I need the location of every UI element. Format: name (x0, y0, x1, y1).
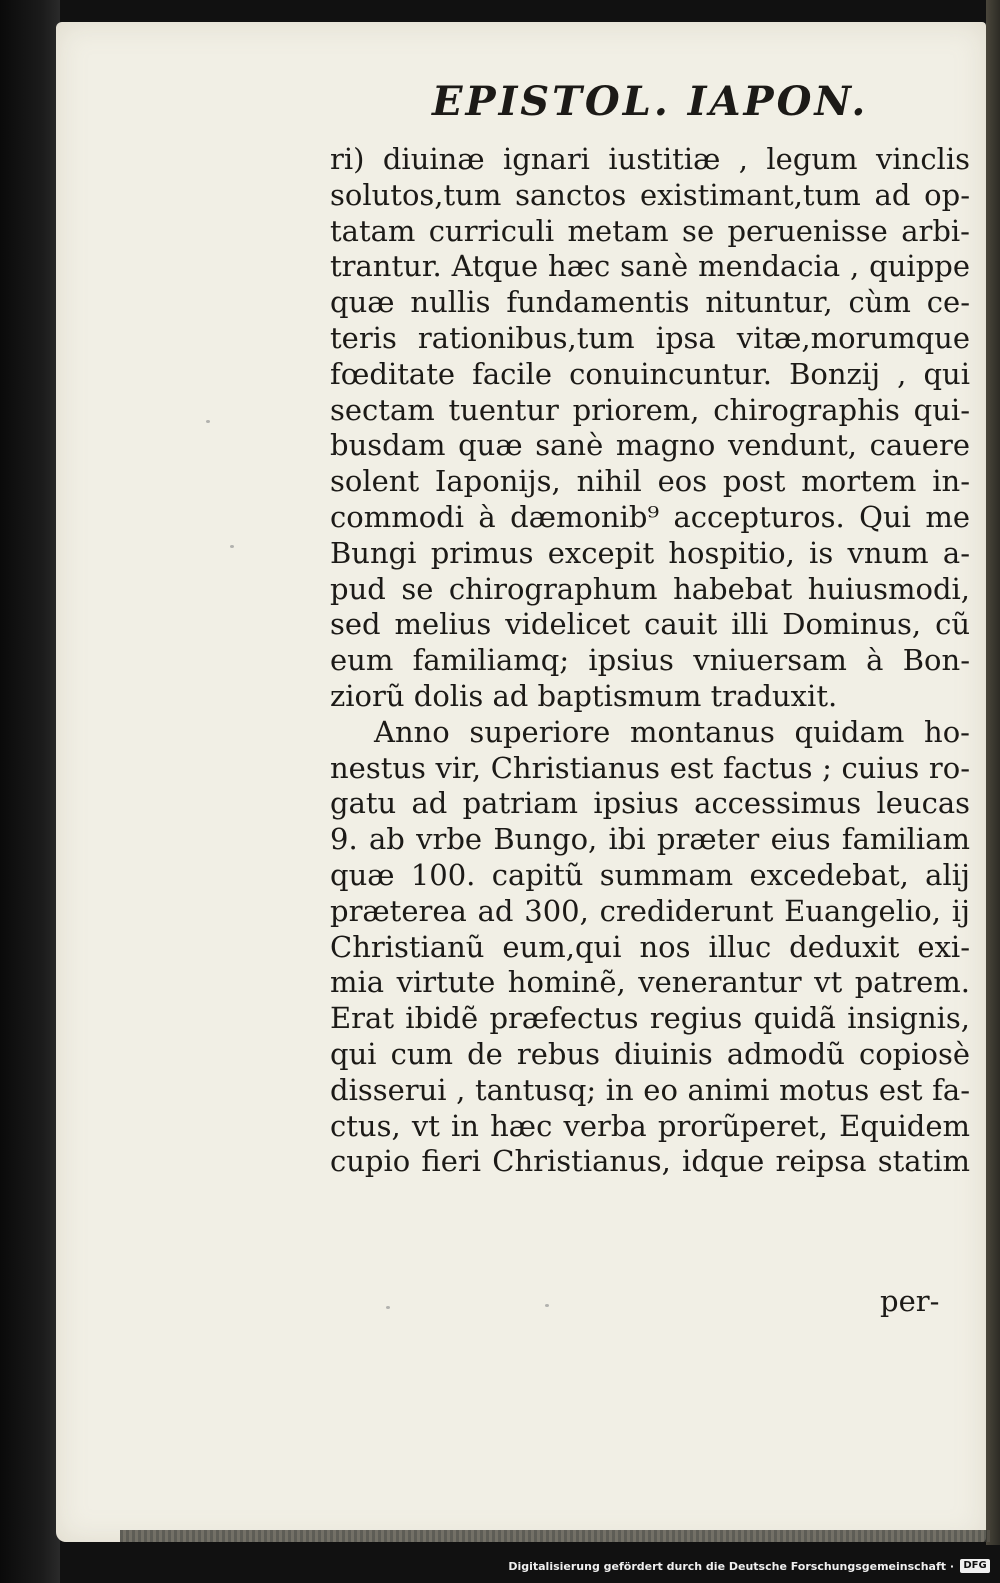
text-line: solutos,tum sanctos existimant,tum ad op- (330, 177, 970, 212)
text-line: quæ 100. capitũ summam excedebat, alij (330, 857, 970, 892)
body-text (330, 142, 970, 1180)
text-line: busdam quæ sanè magno vendunt, cauere (330, 428, 970, 463)
running-head: EPISTOL. IAPON. (432, 78, 869, 125)
paper-speck (230, 545, 234, 548)
text-line: gatu ad patriam ipsius accessimus leucas (330, 786, 970, 821)
book-spine-right (986, 0, 1000, 1545)
text-line: tatam curriculi metam se peruenisse arbi- (330, 213, 970, 248)
text-line: qui cum de rebus diuinis admodũ copiosè (330, 1036, 970, 1071)
text-line: sectam tuentur priorem, chirographis qui- (330, 392, 970, 427)
text-line: trantur. Atque hæc sanè mendacia , quippe (330, 249, 970, 284)
text-line: fœditate facile conuincuntur. Bonzij , qui (330, 356, 970, 391)
text-line: 9. ab vrbe Bungo, ibi præter eius familiam (330, 822, 970, 857)
text-line: præterea ad 300, crediderunt Euangelio, ij (330, 893, 970, 928)
dfg-logo: DFG (960, 1559, 990, 1573)
text-line: solent Iaponijs, nihil eos post mortem in- (330, 464, 970, 499)
text-line: Christianũ eum,qui nos illuc deduxit exi- (330, 929, 970, 964)
page-edge-bottom (120, 1530, 990, 1542)
text-line: disserui , tantusq; in eo animi motus est fa- (330, 1072, 970, 1107)
text-line: sed melius videlicet cauit illi Dominus, cũ (330, 607, 970, 642)
text-line: ctus, vt in hæc verba prorũperet, Equidem (330, 1108, 970, 1143)
text-line: Erat ibidẽ præfectus regius quidã insignis, (330, 1001, 970, 1036)
text-line: Anno superiore montanus quidam ho- (374, 714, 970, 749)
catchword: per- (880, 1284, 940, 1318)
paper-speck (206, 420, 210, 423)
text-line: teris rationibus,tum ipsa vitæ,morumque (330, 320, 970, 355)
text-line: eum familiamq; ipsius vniuersam à Bon- (330, 643, 970, 678)
digitization-credit: Digitalisierung gefördert durch die Deutsche Forschungsgemeinschaft · (508, 1560, 954, 1573)
text-line: nestus vir, Christianus est factus ; cuius ro- (330, 750, 970, 785)
text-line: cupio fieri Christianus, idque reipsa statim (330, 1144, 970, 1179)
paper-speck (545, 1304, 549, 1307)
text-line: mia virtute hominẽ, venerantur vt patrem. (330, 965, 970, 1000)
text-line: commodi à dæmonib⁹ accepturos. Qui me (330, 499, 970, 534)
text-line: Bungi primus excepit hospitio, is vnum a- (330, 535, 970, 570)
text-line: ziorũ dolis ad baptismum traduxit. (330, 678, 838, 713)
text-line: ri) diuinæ ignari iustitiæ , legum vinclis (330, 142, 970, 176)
text-line: quæ nullis fundamentis nituntur, cùm ce- (330, 285, 970, 320)
paper-speck (386, 1306, 390, 1309)
text-line: pud se chirographum habebat huiusmodi, (330, 571, 970, 606)
book-spine-left (0, 0, 60, 1583)
